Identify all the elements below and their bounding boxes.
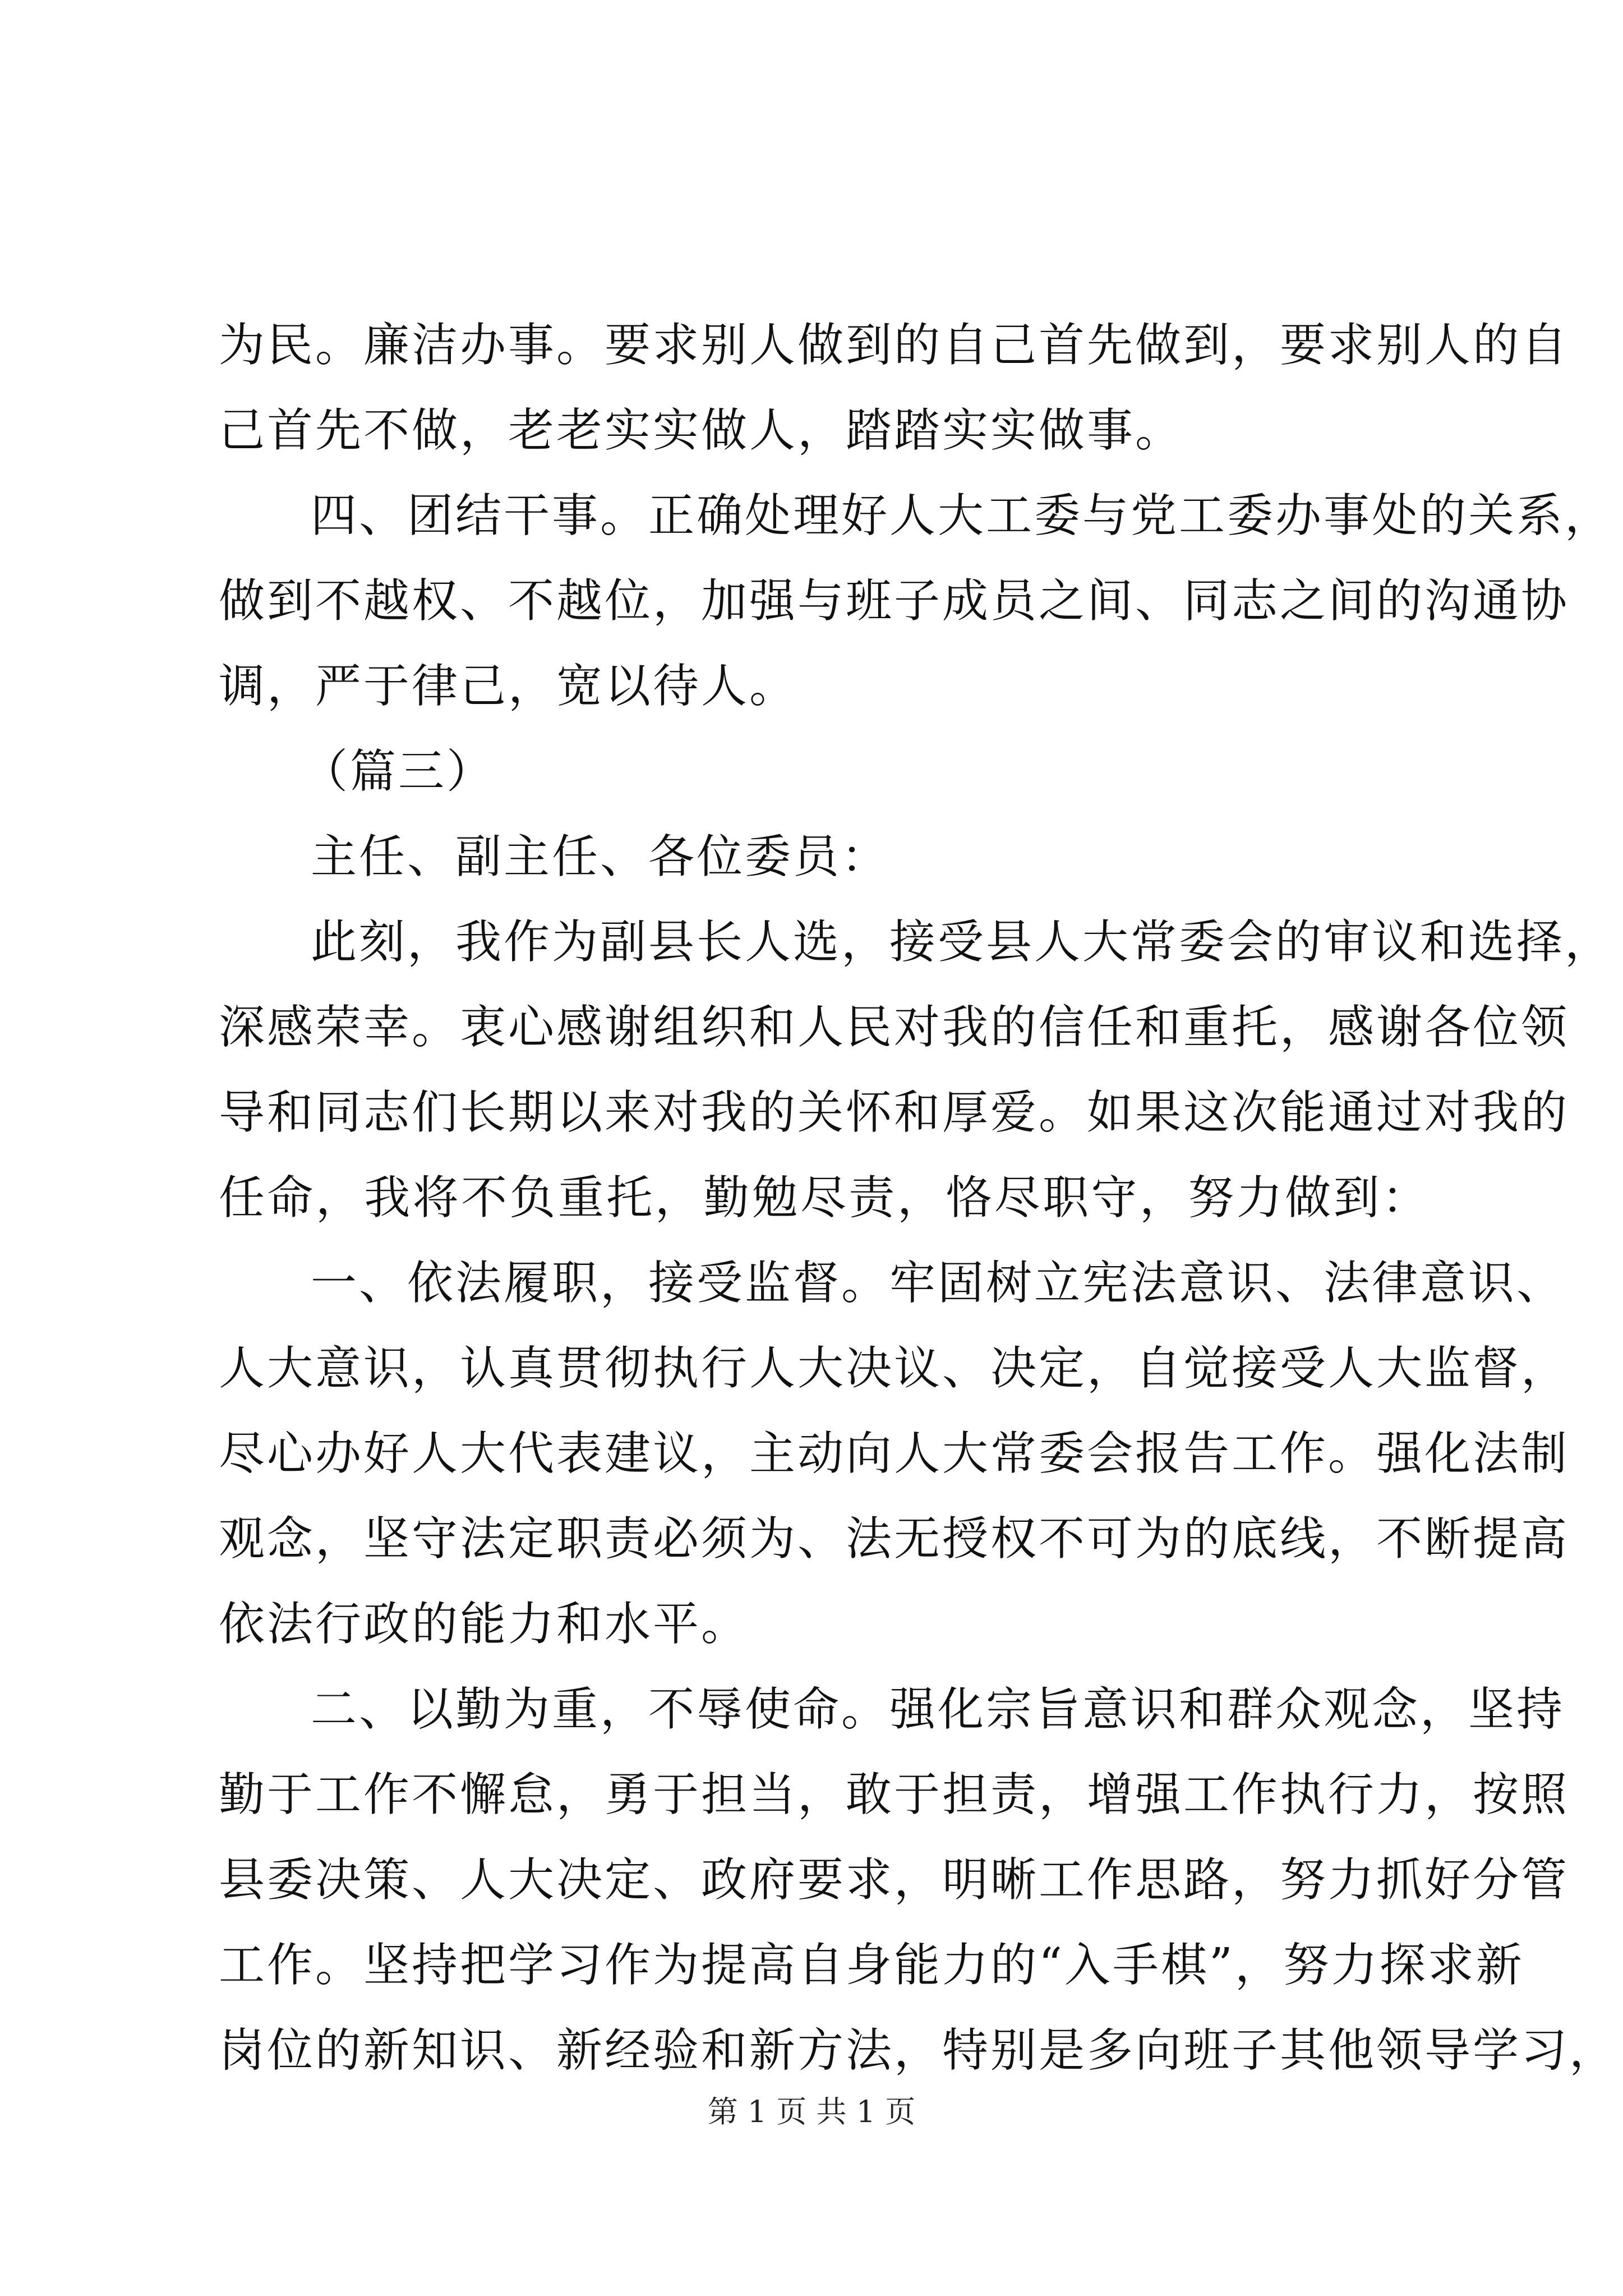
text-line: 导和同志们长期以来对我的关怀和厚爱。如果这次能通过对我的 — [219, 1086, 1570, 1139]
document-body — [219, 303, 1618, 2093]
text-line: 岗位的新知识、新经验和新方法，特别是多向班子其他领导学习， — [219, 2024, 1618, 2077]
text-line: 为民。廉洁办事。要求别人做到的自己首先做到，要求别人的自 — [219, 319, 1570, 372]
text-line: 一、依法履职，接受监督。牢固树立宪法意识、法律意识、 — [311, 1257, 1565, 1310]
text-line: 主任、副主任、各位委员： — [311, 830, 890, 884]
text-line: 工作。坚持把学习作为提高自身能力的“入手棋”，努力探求新 — [219, 1939, 1524, 1992]
text-line: 尽心办好人大代表建议，主动向人大常委会报告工作。强化法制 — [219, 1427, 1570, 1480]
text-line: 二、以勤为重，不辱使命。强化宗旨意识和群众观念，坚持 — [311, 1683, 1565, 1736]
text-line: 观念，坚守法定职责必须为、法无授权不可为的底线，不断提高 — [219, 1512, 1570, 1566]
page-footer: 第 1 页 共 1 页 — [707, 2094, 916, 2129]
text-line: 勤于工作不懈怠，勇于担当，敢于担责，增强工作执行力，按照 — [219, 1768, 1570, 1821]
text-line: 调，严于律己，宽以待人。 — [219, 660, 798, 713]
text-line: （篇三） — [302, 745, 495, 798]
text-line: 四、团结干事。正确处理好人大工委与党工委办事处的关系， — [311, 489, 1613, 542]
text-line: 人大意识，认真贯彻执行人大决议、决定，自觉接受人大监督， — [219, 1342, 1570, 1395]
text-line: 依法行政的能力和水平。 — [219, 1598, 750, 1651]
text-line: 做到不越权、不越位，加强与班子成员之间、同志之间的沟通协 — [219, 574, 1570, 628]
text-line: 县委决策、人大决定、政府要求，明晰工作思路，努力抓好分管 — [219, 1853, 1570, 1907]
text-line: 任命，我将不负重托，勤勉尽责，恪尽职守，努力做到： — [219, 1171, 1430, 1225]
text-line: 深感荣幸。衷心感谢组织和人民对我的信任和重托，感谢各位领 — [219, 1001, 1570, 1054]
text-line: 己首先不做，老老实实做人，踏踏实实做事。 — [219, 404, 1184, 457]
text-line: 此刻，我作为副县长人选，接受县人大常委会的审议和选择， — [311, 915, 1613, 969]
